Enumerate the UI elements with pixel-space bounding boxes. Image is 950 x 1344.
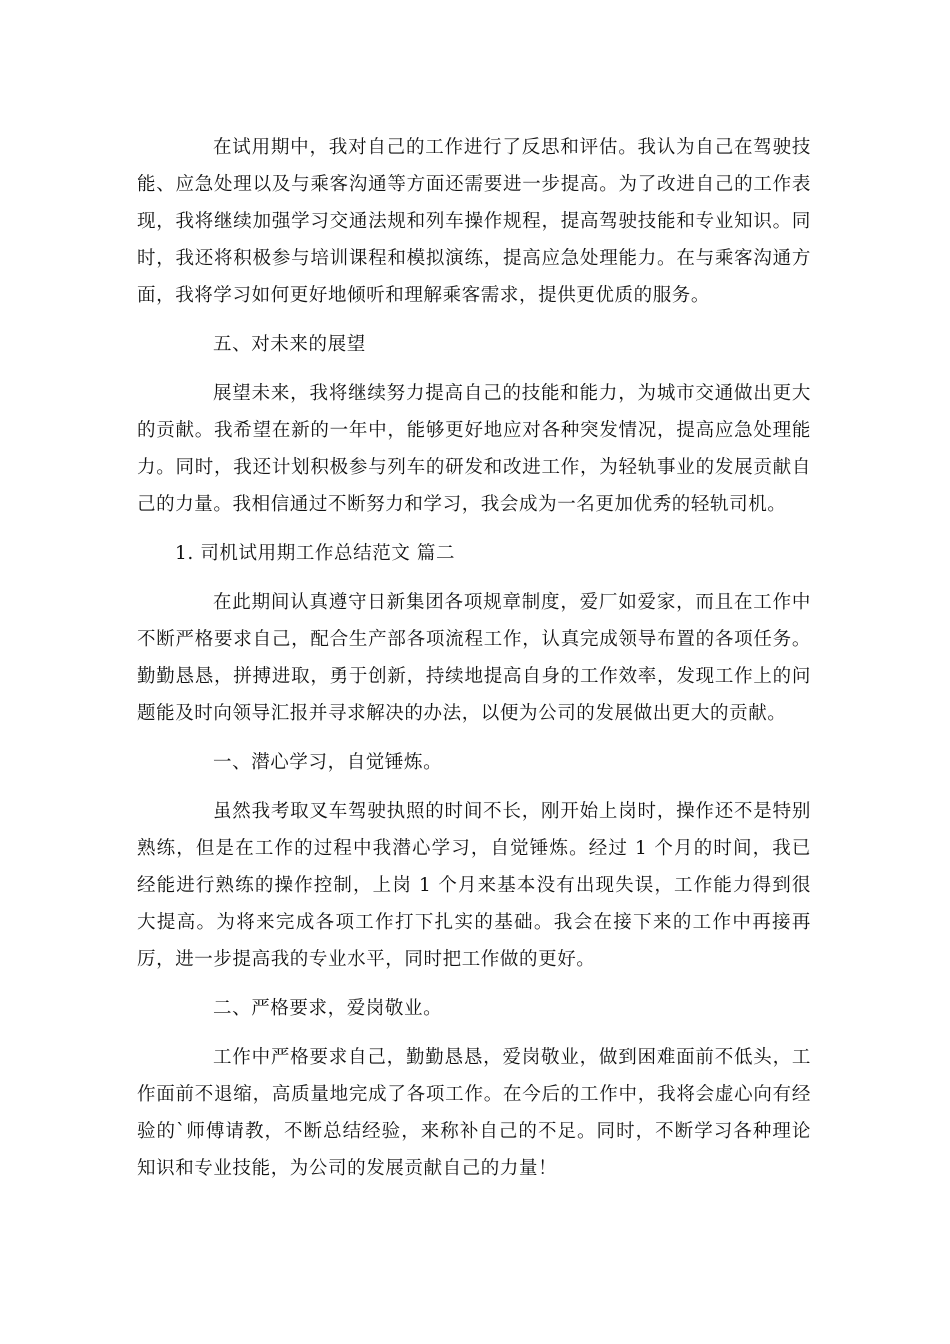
document-body xyxy=(137,129,811,1199)
heading-article-two: 1. 司机试用期工作总结范文 篇二 xyxy=(175,543,456,564)
paragraph-reflection: 在试用期中，我对自己的工作进行了反思和评估。我认为自己在驾驶技能、应急处理以及与乘客沟通等方面还需要进一步提高。为了改进自己的工作表现，我将继续加强学习交通法规和列车操作规程，提高驾驶技能和专业知识。同时，我还将积极参与培训课程和模拟演练，提高应急处理能力。在与乘客沟通方面，我将学习如何更好地倾听和理解乘客需求，提供更优质的服务。 xyxy=(137,137,811,306)
heading-study: 一、潜心学习，自觉锤炼。 xyxy=(213,752,443,773)
paragraph-rules: 在此期间认真遵守日新集团各项规章制度，爱厂如爱家，而且在工作中不断严格要求自己，配合生产部各项流程工作，认真完成领导布置的各项任务。勤勤恳恳，拼搏进取，勇于创新，持续地提高自身的工作效率，发现工作上的问题能及时向领导汇报并寻求解决的办法，以便为公司的发展做出更大的贡献。 xyxy=(137,592,811,724)
paragraph-dedication: 工作中严格要求自己，勤勤恳恳，爱岗敬业，做到困难面前不低头，工作面前不退缩，高质量地完成了各项工作。在今后的工作中，我将会虚心向有经验的`师傅请教，不断总结经验，来称补自己的不足。同时，不断学习各种理论知识和专业技能，为公司的发展贡献自己的力量！ xyxy=(137,1047,811,1179)
paragraph-study: 虽然我考取叉车驾驶执照的时间不长，刚开始上岗时，操作还不是特别熟练，但是在工作的过程中我潜心学习，自觉锤炼。经过 1 个月的时间，我已经能进行熟练的操作控制，上岗 1 个月来基本没有出现失误，工作能力得到很大提高。为将来完成各项工作打下扎实的基础。我会在接下来的工作中再接再厉，进一步提高我的专业水平，同时把工作做的更好。 xyxy=(137,801,811,970)
heading-dedication: 二、严格要求，爱岗敬业。 xyxy=(213,998,443,1019)
heading-future-outlook: 五、对未来的展望 xyxy=(213,334,366,355)
paragraph-outlook: 展望未来，我将继续努力提高自己的技能和能力，为城市交通做出更大的贡献。我希望在新的一年中，能够更好地应对各种突发情况，提高应急处理能力。同时，我还计划积极参与列车的研发和改进工作，为轻轨事业的发展贡献自己的力量。我相信通过不断努力和学习，我会成为一名更加优秀的轻轨司机。 xyxy=(137,383,811,515)
